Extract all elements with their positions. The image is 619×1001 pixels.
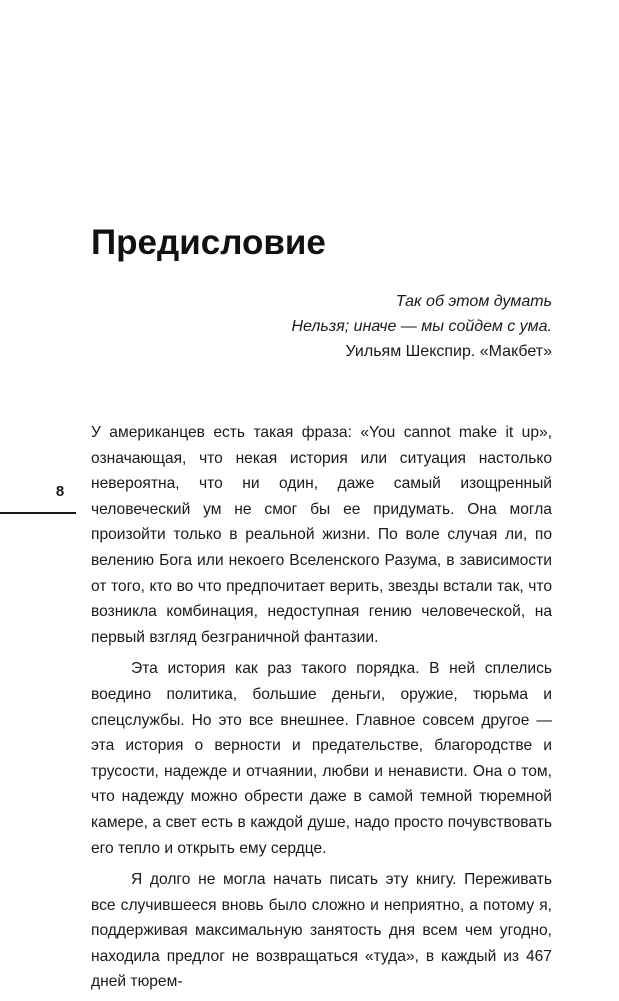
epigraph-attribution: Уильям Шекспир. «Макбет»: [345, 343, 552, 360]
paragraph: У американцев есть такая фраза: «You cannot make it up», означающая, что некая история или ситуация настолько невероятна, что ни один, даже самый изощренный человеческий ум не смог бы ее придумать. Она могла произойти только в реальной жизни. По воле случая ли, по велению Бога или некоего Вселенского Разума, в зависимости от того, кто во что предпочитает верить, звезды встали так, что возникла комбинация, недоступная гению человеческой, на первый взгляд безграничной фантазии.: [91, 424, 552, 646]
side-divider: [0, 512, 76, 514]
paragraph: Я долго не могла начать писать эту книгу. Переживать все случившееся вновь было сложно и неприятно, а потому я, поддерживая максимальную занятость дня всем чем угодно, находила предлог не возвращаться «туда», в каждый из 467 дней тюрем-: [91, 871, 552, 991]
chapter-title: Предисловие: [91, 223, 326, 262]
epigraph-line: Нельзя; иначе — мы сойдем с ума.: [291, 318, 552, 335]
paragraph: Эта история как раз такого порядка. В ней сплелись воедино политика, большие деньги, оружие, тюрьма и спецслужбы. Но это все внешнее. Главное совсем другое — эта история о верности и предательстве, благородстве и трусости, надежде и отчаянии, любви и ненависти. Она о том, что надежду можно обрести даже в самой темной тюремной камере, а свет есть в каждой душе, надо просто почувствовать его тепло и открыть ему сердце.: [91, 660, 552, 857]
page-number: 8: [55, 483, 65, 500]
epigraph-line: Так об этом думать: [395, 293, 552, 310]
body-text: [91, 420, 552, 1001]
epigraph: [92, 289, 552, 364]
